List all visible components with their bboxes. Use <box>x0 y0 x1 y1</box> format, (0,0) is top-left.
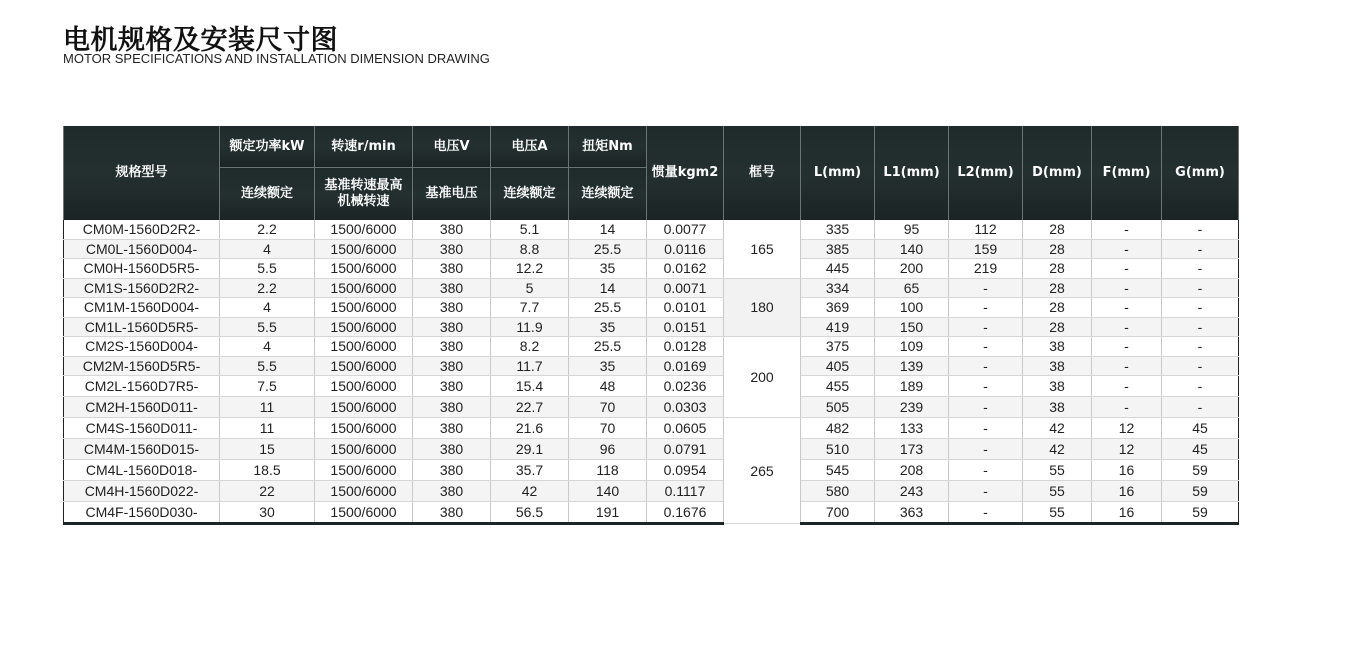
cell-F: 12 <box>1092 439 1162 460</box>
cell-L2: - <box>949 356 1023 376</box>
cell-power: 2.2 <box>220 220 315 239</box>
cell-G: 45 <box>1162 439 1239 460</box>
cell-inertia: 0.0162 <box>647 259 724 279</box>
cell-F: - <box>1092 298 1162 318</box>
table-row <box>64 337 1326 357</box>
cell-L: 510 <box>801 439 875 460</box>
subheader-torque: 连续额定 <box>569 168 647 221</box>
subheader-speed: 基准转速最高机械转速 <box>315 168 413 221</box>
cell-G: 59 <box>1162 481 1239 502</box>
cell-power: 30 <box>220 502 315 524</box>
table-row <box>64 502 1326 524</box>
cell-F: - <box>1092 376 1162 397</box>
cell-speed: 1500/6000 <box>315 220 413 239</box>
cell-L2: 112 <box>949 220 1023 239</box>
cell-D: 38 <box>1023 397 1092 418</box>
cell-L: 482 <box>801 418 875 439</box>
cell-model: CM4L-1560D018- <box>64 460 220 481</box>
cell-L: 455 <box>801 376 875 397</box>
cell-power: 11 <box>220 397 315 418</box>
table-row <box>64 239 1326 259</box>
cell-L2: - <box>949 418 1023 439</box>
cell-F: - <box>1092 259 1162 279</box>
header-L2: L2(mm) <box>949 126 1023 220</box>
cell-G: - <box>1162 239 1239 259</box>
cell-voltage: 380 <box>413 239 491 259</box>
cell-G: - <box>1162 376 1239 397</box>
cell-inertia: 0.0605 <box>647 418 724 439</box>
header-model: 规格型号 <box>64 126 220 220</box>
cell-voltage: 380 <box>413 337 491 357</box>
cell-frame: 180 <box>724 278 801 337</box>
cell-speed: 1500/6000 <box>315 337 413 357</box>
cell-torque: 25.5 <box>569 337 647 357</box>
header-G: G(mm) <box>1162 126 1239 220</box>
header-L: L(mm) <box>801 126 875 220</box>
cell-L1: 200 <box>875 259 949 279</box>
cell-L: 405 <box>801 356 875 376</box>
cell-voltage: 380 <box>413 278 491 298</box>
cell-L: 419 <box>801 317 875 337</box>
cell-G: - <box>1162 337 1239 357</box>
cell-current: 42 <box>491 481 569 502</box>
cell-L2: - <box>949 397 1023 418</box>
cell-inertia: 0.0116 <box>647 239 724 259</box>
cell-F: - <box>1092 397 1162 418</box>
cell-current: 21.6 <box>491 418 569 439</box>
cell-power: 2.2 <box>220 278 315 298</box>
cell-torque: 191 <box>569 502 647 524</box>
header-inertia: 惯量kgm2 <box>647 126 724 220</box>
cell-current: 8.8 <box>491 239 569 259</box>
cell-frame: 265 <box>724 418 801 524</box>
cell-speed: 1500/6000 <box>315 481 413 502</box>
cell-voltage: 380 <box>413 356 491 376</box>
cell-torque: 25.5 <box>569 239 647 259</box>
cell-F: 16 <box>1092 460 1162 481</box>
cell-voltage: 380 <box>413 460 491 481</box>
cell-torque: 14 <box>569 220 647 239</box>
cell-speed: 1500/6000 <box>315 397 413 418</box>
cell-power: 11 <box>220 418 315 439</box>
spec-table <box>63 126 1326 525</box>
cell-voltage: 380 <box>413 418 491 439</box>
cell-frame: 200 <box>724 337 801 418</box>
cell-speed: 1500/6000 <box>315 278 413 298</box>
cell-current: 8.2 <box>491 337 569 357</box>
cell-F: 16 <box>1092 502 1162 524</box>
cell-F: - <box>1092 317 1162 337</box>
cell-speed: 1500/6000 <box>315 239 413 259</box>
cell-L2: - <box>949 460 1023 481</box>
subheader-current: 连续额定 <box>491 168 569 221</box>
cell-speed: 1500/6000 <box>315 356 413 376</box>
cell-G: - <box>1162 317 1239 337</box>
cell-current: 35.7 <box>491 460 569 481</box>
cell-L: 334 <box>801 278 875 298</box>
cell-F: 12 <box>1092 418 1162 439</box>
cell-model: CM4M-1560D015- <box>64 439 220 460</box>
cell-F: - <box>1092 220 1162 239</box>
cell-model: CM4S-1560D011- <box>64 418 220 439</box>
cell-L: 369 <box>801 298 875 318</box>
cell-G: - <box>1162 278 1239 298</box>
cell-model: CM2H-1560D011- <box>64 397 220 418</box>
cell-L1: 139 <box>875 356 949 376</box>
cell-speed: 1500/6000 <box>315 317 413 337</box>
cell-G: - <box>1162 397 1239 418</box>
cell-torque: 48 <box>569 376 647 397</box>
cell-L1: 150 <box>875 317 949 337</box>
subheader-power: 连续额定 <box>220 168 315 221</box>
cell-L2: - <box>949 502 1023 524</box>
cell-L1: 208 <box>875 460 949 481</box>
cell-F: - <box>1092 337 1162 357</box>
cell-model: CM1S-1560D2R2- <box>64 278 220 298</box>
cell-speed: 1500/6000 <box>315 298 413 318</box>
cell-current: 12.2 <box>491 259 569 279</box>
cell-D: 38 <box>1023 356 1092 376</box>
header-torque: 扭矩Nm <box>569 126 647 168</box>
cell-L2: - <box>949 376 1023 397</box>
cell-D: 38 <box>1023 376 1092 397</box>
cell-inertia: 0.0169 <box>647 356 724 376</box>
cell-voltage: 380 <box>413 397 491 418</box>
cell-L: 580 <box>801 481 875 502</box>
cell-torque: 14 <box>569 278 647 298</box>
cell-D: 28 <box>1023 317 1092 337</box>
cell-L1: 100 <box>875 298 949 318</box>
cell-speed: 1500/6000 <box>315 418 413 439</box>
table-row <box>64 356 1326 376</box>
cell-L2: 219 <box>949 259 1023 279</box>
cell-F: - <box>1092 239 1162 259</box>
cell-voltage: 380 <box>413 298 491 318</box>
cell-model: CM1L-1560D5R5- <box>64 317 220 337</box>
cell-inertia: 0.0077 <box>647 220 724 239</box>
cell-L: 445 <box>801 259 875 279</box>
cell-G: 45 <box>1162 418 1239 439</box>
cell-power: 4 <box>220 298 315 318</box>
cell-L2: - <box>949 278 1023 298</box>
cell-L2: 159 <box>949 239 1023 259</box>
table-row <box>64 317 1326 337</box>
cell-voltage: 380 <box>413 502 491 524</box>
cell-torque: 35 <box>569 317 647 337</box>
cell-current: 5 <box>491 278 569 298</box>
cell-inertia: 0.0071 <box>647 278 724 298</box>
cell-F: - <box>1092 356 1162 376</box>
cell-power: 5.5 <box>220 259 315 279</box>
table-row <box>64 418 1326 439</box>
cell-speed: 1500/6000 <box>315 439 413 460</box>
cell-voltage: 380 <box>413 220 491 239</box>
header-voltage: 电压V <box>413 126 491 168</box>
cell-current: 22.7 <box>491 397 569 418</box>
cell-model: CM2L-1560D7R5- <box>64 376 220 397</box>
cell-torque: 35 <box>569 259 647 279</box>
cell-model: CM2S-1560D004- <box>64 337 220 357</box>
cell-inertia: 0.0791 <box>647 439 724 460</box>
cell-model: CM4F-1560D030- <box>64 502 220 524</box>
cell-power: 5.5 <box>220 356 315 376</box>
cell-G: 59 <box>1162 502 1239 524</box>
cell-current: 7.7 <box>491 298 569 318</box>
cell-model: CM0H-1560D5R5- <box>64 259 220 279</box>
cell-inertia: 0.0128 <box>647 337 724 357</box>
cell-L1: 189 <box>875 376 949 397</box>
header-F: F(mm) <box>1092 126 1162 220</box>
cell-L1: 363 <box>875 502 949 524</box>
cell-power: 22 <box>220 481 315 502</box>
cell-L2: - <box>949 317 1023 337</box>
cell-model: CM1M-1560D004- <box>64 298 220 318</box>
subheader-voltage: 基准电压 <box>413 168 491 221</box>
cell-L: 335 <box>801 220 875 239</box>
cell-current: 11.7 <box>491 356 569 376</box>
table-row <box>64 376 1326 397</box>
spec-table-body <box>64 220 1326 524</box>
cell-G: 59 <box>1162 460 1239 481</box>
cell-current: 11.9 <box>491 317 569 337</box>
cell-power: 4 <box>220 239 315 259</box>
cell-G: - <box>1162 220 1239 239</box>
cell-L1: 173 <box>875 439 949 460</box>
cell-L1: 65 <box>875 278 949 298</box>
cell-L2: - <box>949 298 1023 318</box>
cell-model: CM2M-1560D5R5- <box>64 356 220 376</box>
cell-torque: 140 <box>569 481 647 502</box>
cell-torque: 96 <box>569 439 647 460</box>
cell-L1: 95 <box>875 220 949 239</box>
cell-G: - <box>1162 259 1239 279</box>
cell-power: 5.5 <box>220 317 315 337</box>
page-subtitle: MOTOR SPECIFICATIONS AND INSTALLATION DIMENSION DRAWING <box>63 51 490 66</box>
cell-D: 42 <box>1023 439 1092 460</box>
cell-power: 4 <box>220 337 315 357</box>
cell-L1: 109 <box>875 337 949 357</box>
table-row <box>64 298 1326 318</box>
cell-L2: - <box>949 439 1023 460</box>
header-current: 电压A <box>491 126 569 168</box>
cell-power: 7.5 <box>220 376 315 397</box>
cell-inertia: 0.1117 <box>647 481 724 502</box>
cell-voltage: 380 <box>413 259 491 279</box>
cell-inertia: 0.0303 <box>647 397 724 418</box>
header-D: D(mm) <box>1023 126 1092 220</box>
cell-D: 42 <box>1023 418 1092 439</box>
table-row <box>64 460 1326 481</box>
cell-L: 375 <box>801 337 875 357</box>
cell-current: 29.1 <box>491 439 569 460</box>
cell-L1: 239 <box>875 397 949 418</box>
cell-model: CM0L-1560D004- <box>64 239 220 259</box>
cell-torque: 70 <box>569 418 647 439</box>
cell-speed: 1500/6000 <box>315 460 413 481</box>
cell-D: 55 <box>1023 481 1092 502</box>
cell-F: 16 <box>1092 481 1162 502</box>
cell-D: 28 <box>1023 298 1092 318</box>
cell-L: 700 <box>801 502 875 524</box>
cell-L2: - <box>949 337 1023 357</box>
cell-frame: 165 <box>724 220 801 278</box>
header-frame: 框号 <box>724 126 801 220</box>
page-title: 电机规格及安装尺寸图 <box>63 25 338 56</box>
cell-L1: 140 <box>875 239 949 259</box>
cell-L: 545 <box>801 460 875 481</box>
cell-voltage: 380 <box>413 376 491 397</box>
table-row <box>64 397 1326 418</box>
cell-voltage: 380 <box>413 317 491 337</box>
cell-L1: 243 <box>875 481 949 502</box>
cell-power: 18.5 <box>220 460 315 481</box>
cell-torque: 70 <box>569 397 647 418</box>
cell-torque: 118 <box>569 460 647 481</box>
table-row <box>64 278 1326 298</box>
cell-current: 56.5 <box>491 502 569 524</box>
table-row <box>64 220 1326 239</box>
cell-L2: - <box>949 481 1023 502</box>
cell-L1: 133 <box>875 418 949 439</box>
cell-D: 28 <box>1023 239 1092 259</box>
cell-inertia: 0.1676 <box>647 502 724 524</box>
cell-voltage: 380 <box>413 439 491 460</box>
cell-D: 38 <box>1023 337 1092 357</box>
cell-L: 505 <box>801 397 875 418</box>
cell-current: 15.4 <box>491 376 569 397</box>
cell-speed: 1500/6000 <box>315 259 413 279</box>
cell-G: - <box>1162 356 1239 376</box>
cell-model: CM0M-1560D2R2- <box>64 220 220 239</box>
cell-D: 28 <box>1023 259 1092 279</box>
cell-D: 55 <box>1023 502 1092 524</box>
cell-inertia: 0.0236 <box>647 376 724 397</box>
cell-inertia: 0.0954 <box>647 460 724 481</box>
cell-D: 55 <box>1023 460 1092 481</box>
cell-model: CM4H-1560D022- <box>64 481 220 502</box>
cell-L: 385 <box>801 239 875 259</box>
cell-D: 28 <box>1023 220 1092 239</box>
cell-power: 15 <box>220 439 315 460</box>
table-row <box>64 259 1326 279</box>
cell-inertia: 0.0151 <box>647 317 724 337</box>
cell-speed: 1500/6000 <box>315 376 413 397</box>
cell-G: - <box>1162 298 1239 318</box>
cell-D: 28 <box>1023 278 1092 298</box>
table-row <box>64 481 1326 502</box>
header-speed: 转速r/min <box>315 126 413 168</box>
cell-current: 5.1 <box>491 220 569 239</box>
table-row <box>64 439 1326 460</box>
cell-inertia: 0.0101 <box>647 298 724 318</box>
cell-torque: 25.5 <box>569 298 647 318</box>
cell-voltage: 380 <box>413 481 491 502</box>
header-power: 额定功率kW <box>220 126 315 168</box>
cell-F: - <box>1092 278 1162 298</box>
cell-speed: 1500/6000 <box>315 502 413 524</box>
cell-torque: 35 <box>569 356 647 376</box>
header-L1: L1(mm) <box>875 126 949 220</box>
